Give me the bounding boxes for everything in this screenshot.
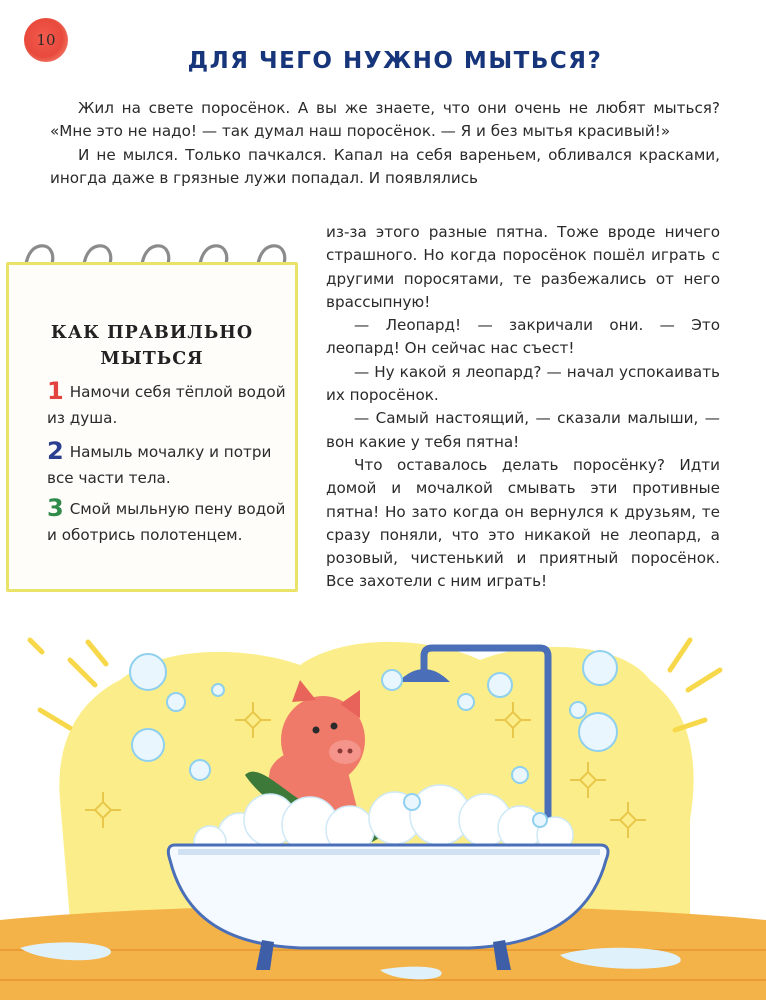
step-number: 2 xyxy=(47,437,64,465)
story-top xyxy=(50,97,720,190)
step-text: Намочи себя тёплой водой из душа. xyxy=(47,383,286,427)
step-text: Намыль мочалку и потри все части тела. xyxy=(47,443,272,487)
page-number-badge xyxy=(24,18,68,62)
story-paragraph: И не мылся. Только пачкался. Капал на себя вареньем, обливался красками, иногда даже в грязные лужи попадал. И появлялись xyxy=(50,145,720,187)
step-number: 1 xyxy=(47,377,64,405)
note-title xyxy=(9,320,295,372)
story-dialogue: — Самый настоящий, — сказали малыши, — вон какие у тебя пятна! xyxy=(326,409,720,451)
note-title-line: КАК ПРАВИЛЬНО xyxy=(50,323,254,343)
story-paragraph: Что оставалось делать поросёнку? Идти домой и мочалкой смывать эти противные пятна! Но зато когда он вернулся к друзьям, те сразу поняли, что это никакой не леопард, а розовый, чистенький и приятный поросёнок. Все захотели с ним играть! xyxy=(326,455,720,591)
step-text: Смой мыльную пену водой и оботрись полотенцем. xyxy=(47,500,286,544)
step-item xyxy=(47,495,287,548)
story-dialogue: — Леопард! — закричали они. — Это леопард! Он сейчас нас съест! xyxy=(326,316,720,358)
story-paragraph: Жил на свете поросёнок. А вы же знаете, что они очень не любят мыться? «Мне это не надо! — так думал наш поросёнок. — Я и без мытья красивый!» xyxy=(50,99,720,141)
step-item xyxy=(47,378,287,431)
page-number: 10 xyxy=(36,31,56,49)
page-title: ДЛЯ ЧЕГО НУЖНО МЫТЬСЯ? xyxy=(187,48,603,74)
note-title-line: МЫТЬСЯ xyxy=(100,349,204,369)
tips-note xyxy=(6,262,298,592)
story-paragraph: из-за этого разные пятна. Тоже вроде ничего страшного. Но когда поросёнок пошёл играть с другими поросятами, те разбежались от него врассыпную! xyxy=(326,223,720,311)
step-item xyxy=(47,438,287,491)
step-number: 3 xyxy=(47,494,64,522)
story-right-column xyxy=(326,221,720,594)
pig-bath-illustration xyxy=(0,620,766,1000)
story-dialogue: — Ну какой я леопард? — начал успокаивать их поросёнок. xyxy=(326,362,720,405)
